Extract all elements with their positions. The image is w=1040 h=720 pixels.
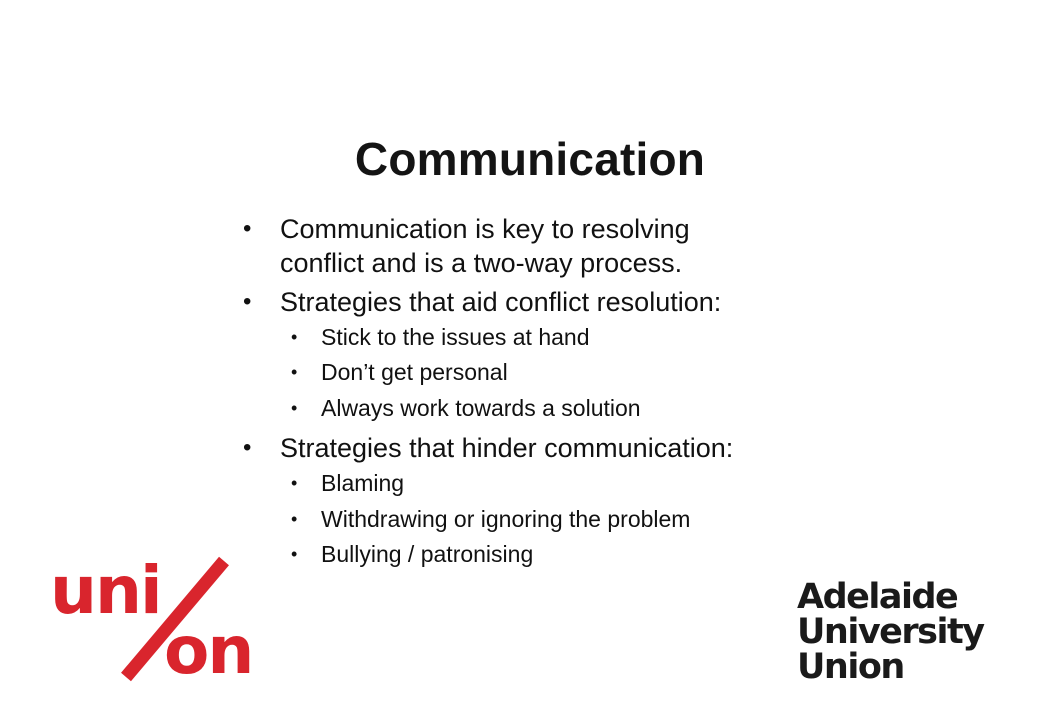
bullet-text: Strategies that aid conflict resolution:	[280, 287, 722, 317]
sub-bullet-item	[291, 393, 781, 423]
sub-bullet-text: Don’t get personal	[321, 359, 508, 385]
aduni-logo-line-3: Union	[797, 647, 904, 685]
slide-title: Communication	[354, 133, 706, 185]
bullet-dot-icon: •	[243, 215, 252, 242]
sub-bullet-text: Stick to the issues at hand	[321, 324, 590, 350]
sub-bullet-item	[291, 539, 781, 569]
union-logo-top: uni	[50, 555, 161, 629]
bullet-dot-icon: •	[291, 509, 298, 529]
bullet-dot-icon: •	[291, 473, 298, 493]
bullet-dot-icon: •	[291, 544, 298, 564]
sub-bullet-item	[291, 322, 781, 352]
bullet-item	[243, 431, 800, 465]
sub-bullet-text: Withdrawing or ignoring the problem	[321, 506, 691, 532]
sub-bullet-text: Blaming	[321, 470, 405, 496]
union-logo-bottom: on	[164, 612, 253, 685]
bullet-text: Strategies that hinder communication:	[280, 433, 734, 463]
adelaide-university-union-logo	[795, 575, 995, 685]
sub-bullet-item	[291, 504, 781, 534]
sub-bullet-item	[291, 468, 781, 498]
bullet-item	[243, 285, 800, 319]
sub-bullet-text: Always work towards a solution	[321, 395, 641, 421]
bullet-dot-icon: •	[243, 288, 252, 315]
aduni-logo-line-2: University	[797, 612, 984, 652]
bullet-dot-icon: •	[243, 434, 252, 461]
bullet-item	[243, 212, 800, 280]
bullet-dot-icon: •	[291, 398, 298, 418]
bullet-text: Communication is key to resolving	[280, 214, 690, 244]
sub-bullet-text: Bullying / patronising	[321, 541, 534, 567]
union-logo	[46, 555, 266, 685]
sub-bullet-item	[291, 357, 781, 387]
bullet-text: conflict and is a two-way process.	[280, 248, 683, 278]
aduni-logo-line-1: Adelaide	[797, 577, 958, 617]
bullet-dot-icon: •	[291, 327, 298, 347]
bullet-dot-icon: •	[291, 362, 298, 382]
